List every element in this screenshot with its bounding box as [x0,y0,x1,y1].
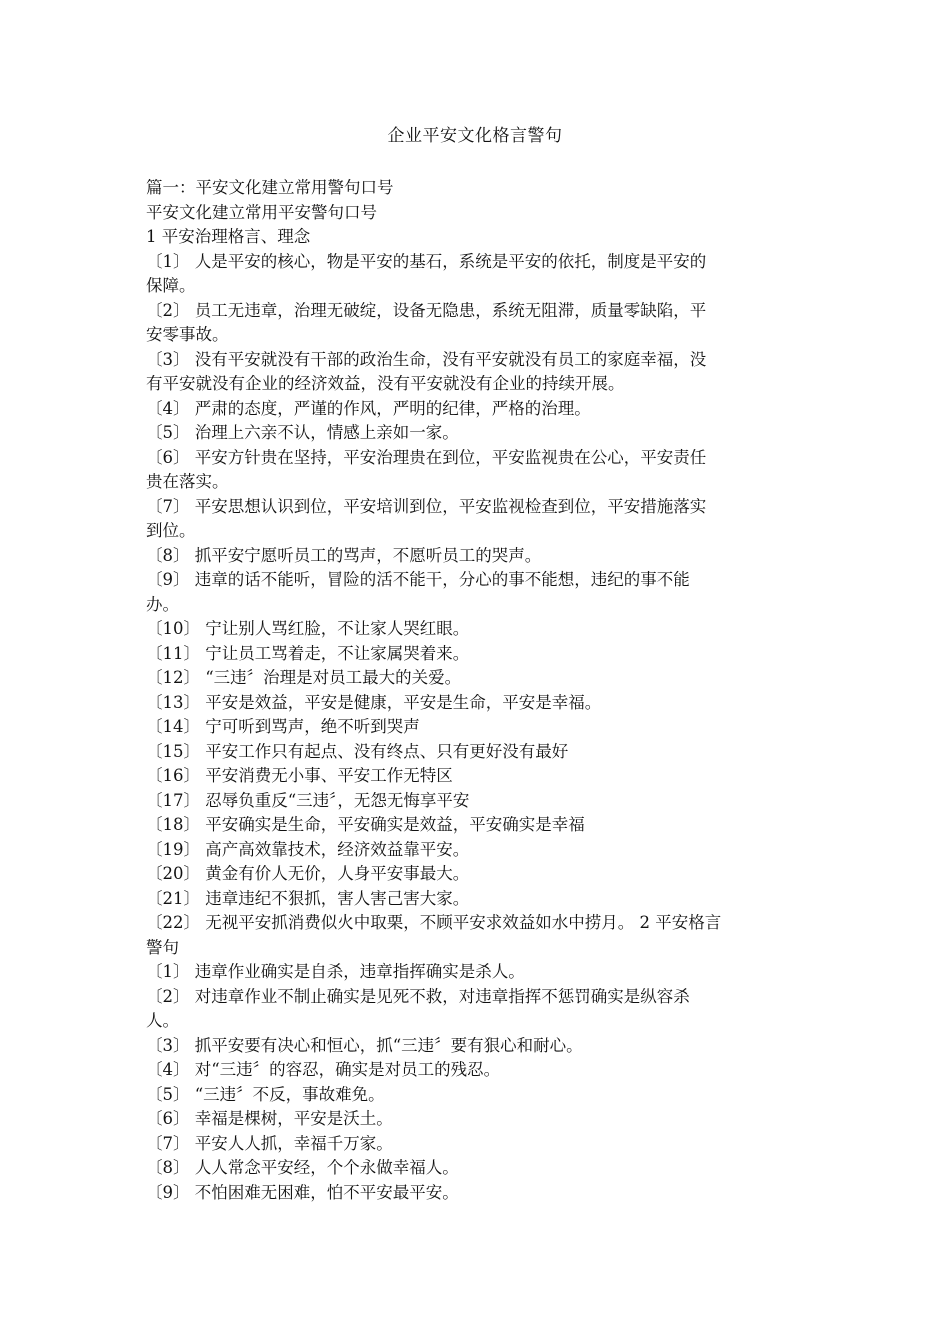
text-line: 办。 [146,594,179,614]
document-body [146,176,806,1205]
text-line: 〔5〕 “三违〞不反，事故难免。 [146,1084,385,1104]
text-line: 〔2〕 员工无违章，治理无破绽，设备无隐患，系统无阻滞，质量零缺陷，平 [146,300,707,320]
text-line: 〔2〕 对违章作业不制止确实是见死不救，对违章指挥不惩罚确实是纵容杀 [146,986,690,1006]
text-line: 贵在落实。 [146,472,229,491]
text-line: 〔20〕 黄金有价人无价，人身平安事最大。 [146,864,470,883]
text-line: 平安文化建立常用平安警句口号 [146,202,377,222]
text-line: 〔4〕 严肃的态度，严谨的作风，严明的纪律，严格的治理。 [146,398,591,418]
text-line: 〔6〕 平安方针贵在坚持，平安治理贵在到位，平安监视贵在公心，平安责任 [146,447,707,467]
text-line: 〔7〕 平安思想认识到位，平安培训到位，平安监视检查到位，平安措施落实 [146,496,707,516]
text-line: 〔19〕 高产高效靠技术，经济效益靠平安。 [146,839,470,859]
text-line: 〔4〕 对“三违〞的容忍，确实是对员工的残忍。 [146,1060,501,1079]
text-line: 人。 [146,1011,179,1030]
text-line: 〔5〕 治理上六亲不认，情感上亲如一家。 [146,423,459,442]
text-line: 〔18〕 平安确实是生命，平安确实是效益，平安确实是幸福 [146,815,585,834]
text-line: 〔17〕 忍辱负重反“三违〞，无怨无悔享平安 [146,790,470,810]
text-line: 〔3〕 没有平安就没有干部的政治生命，没有平安就没有员工的家庭幸福，没 [146,349,707,369]
text-line: 〔21〕 违章违纪不狠抓，害人害己害大家。 [146,888,470,908]
text-line: 〔9〕 不怕困难无困难，怕不平安最平安。 [146,1182,459,1202]
text-line: 〔16〕 平安消费无小事、平安工作无特区 [146,766,453,785]
text-line: 〔13〕 平安是效益，平安是健康，平安是生命，平安是幸福。 [146,692,602,712]
text-line: 〔1〕 人是平安的核心，物是平安的基石，系统是平安的依托，制度是平安的 [146,251,707,271]
text-line: 〔14〕 宁可听到骂声，绝不听到哭声 [146,717,420,736]
text-line: 〔3〕 抓平安要有决心和恒心，抓“三违〞要有狠心和耐心。 [146,1035,583,1055]
text-line: 〔22〕 无视平安抓消费似火中取栗，不顾平安求效益如水中捞月。 2 平安格言 [146,913,722,932]
text-line: 有平安就没有企业的经济效益，没有平安就没有企业的持续开展。 [146,374,625,393]
text-line: 篇一：平安文化建立常用警句口号 [146,178,394,197]
text-line: 1 平安治理格言、理念 [146,227,311,246]
document-title: 企业平安文化格言警句 [387,126,563,146]
text-line: 到位。 [146,521,196,540]
text-line: 〔6〕 幸福是棵树，平安是沃土。 [146,1109,393,1128]
text-line: 〔8〕 抓平安宁愿听员工的骂声，不愿听员工的哭声。 [146,545,542,565]
text-line: 〔8〕 人人常念平安经，个个永做幸福人。 [146,1158,459,1177]
text-line: 保障。 [146,276,196,295]
text-line: 〔11〕 宁让员工骂着走，不让家属哭着来。 [146,643,470,663]
text-line: 安零事故。 [146,325,229,344]
text-line: 〔15〕 平安工作只有起点、没有终点、只有更好没有最好 [146,741,569,761]
text-line: 〔12〕 “三违〞治理是对员工最大的关爱。 [146,668,462,687]
text-line: 〔9〕 违章的话不能听，冒险的活不能干，分心的事不能想，违纪的事不能 [146,570,690,589]
text-line: 〔7〕 平安人人抓，幸福千万家。 [146,1133,393,1153]
text-line: 〔1〕 违章作业确实是自杀，违章指挥确实是杀人。 [146,962,525,981]
text-line: 警句 [146,937,179,957]
text-line: 〔10〕 宁让别人骂红脸，不让家人哭红眼。 [146,619,470,638]
